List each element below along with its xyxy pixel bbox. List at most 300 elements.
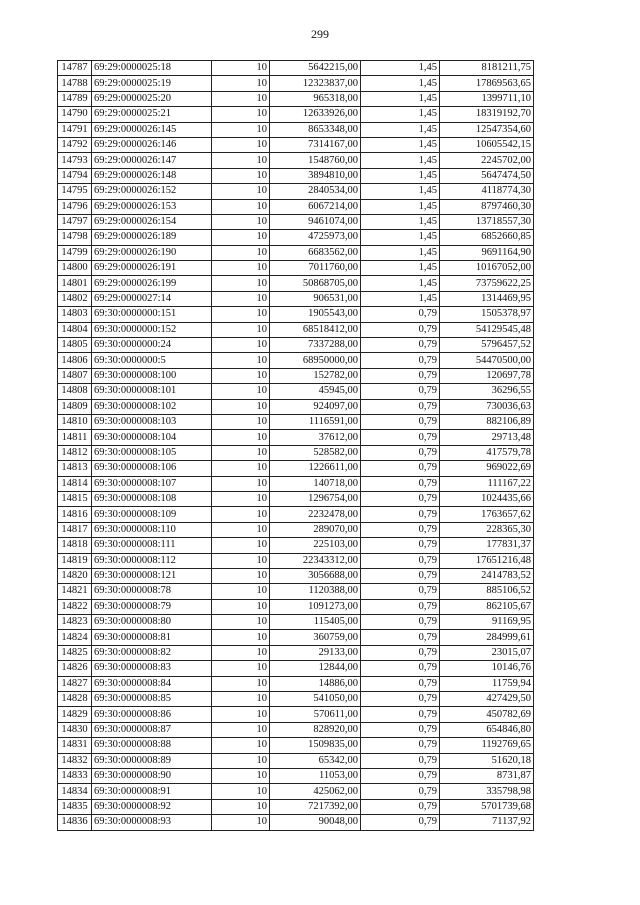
cadastral-number: 69:30:0000008:87: [92, 722, 212, 737]
amount-cell: 1296754,00: [270, 491, 361, 506]
cadastral-number: 69:29:0000026:190: [92, 245, 212, 260]
row-number: 14824: [58, 630, 92, 645]
row-number: 14807: [58, 368, 92, 383]
coefficient-cell: 0,79: [361, 476, 440, 491]
table-row: [58, 261, 534, 276]
row-number: 14820: [58, 568, 92, 583]
row-number: 14788: [58, 76, 92, 91]
amount-cell: 1120388,00: [270, 584, 361, 599]
cadastral-number: 69:30:0000008:105: [92, 445, 212, 460]
table-row: [58, 245, 534, 260]
percent-cell: 10: [212, 307, 270, 322]
value-cell: 969022,69: [440, 461, 534, 476]
table-row: [58, 184, 534, 199]
coefficient-cell: 0,79: [361, 738, 440, 753]
row-number: 14789: [58, 91, 92, 106]
registry-table: [57, 60, 534, 831]
percent-cell: 10: [212, 445, 270, 460]
table-row: [58, 76, 534, 91]
row-number: 14815: [58, 491, 92, 506]
value-cell: 1314469,95: [440, 291, 534, 306]
cadastral-number: 69:30:0000008:90: [92, 768, 212, 783]
table-row: [58, 399, 534, 414]
amount-cell: 12323837,00: [270, 76, 361, 91]
table-row: [58, 414, 534, 429]
coefficient-cell: 0,79: [361, 507, 440, 522]
percent-cell: 10: [212, 722, 270, 737]
percent-cell: 10: [212, 261, 270, 276]
cadastral-number: 69:29:0000025:18: [92, 61, 212, 76]
value-cell: 71137,92: [440, 815, 534, 830]
row-number: 14817: [58, 522, 92, 537]
row-number: 14798: [58, 230, 92, 245]
value-cell: 8797460,30: [440, 199, 534, 214]
value-cell: 862105,67: [440, 599, 534, 614]
value-cell: 17869563,65: [440, 76, 534, 91]
percent-cell: 10: [212, 753, 270, 768]
percent-cell: 10: [212, 368, 270, 383]
coefficient-cell: 0,79: [361, 692, 440, 707]
table-row: [58, 461, 534, 476]
row-number: 14829: [58, 707, 92, 722]
cadastral-number: 69:29:0000025:19: [92, 76, 212, 91]
value-cell: 11759,94: [440, 676, 534, 691]
amount-cell: 1226611,00: [270, 461, 361, 476]
value-cell: 5701739,68: [440, 799, 534, 814]
value-cell: 450782,69: [440, 707, 534, 722]
coefficient-cell: 0,79: [361, 445, 440, 460]
table-row: [58, 322, 534, 337]
percent-cell: 10: [212, 214, 270, 229]
row-number: 14812: [58, 445, 92, 460]
percent-cell: 10: [212, 353, 270, 368]
table-row: [58, 61, 534, 76]
table-row: [58, 676, 534, 691]
percent-cell: 10: [212, 291, 270, 306]
table-row: [58, 522, 534, 537]
row-number: 14830: [58, 722, 92, 737]
value-cell: 335798,98: [440, 784, 534, 799]
row-number: 14832: [58, 753, 92, 768]
row-number: 14797: [58, 214, 92, 229]
row-number: 14814: [58, 476, 92, 491]
coefficient-cell: 1,45: [361, 76, 440, 91]
cadastral-number: 69:30:0000008:102: [92, 399, 212, 414]
table-row: [58, 476, 534, 491]
row-number: 14827: [58, 676, 92, 691]
table-row: [58, 661, 534, 676]
coefficient-cell: 1,45: [361, 199, 440, 214]
coefficient-cell: 0,79: [361, 322, 440, 337]
table-row: [58, 122, 534, 137]
row-number: 14834: [58, 784, 92, 799]
row-number: 14800: [58, 261, 92, 276]
percent-cell: 10: [212, 584, 270, 599]
amount-cell: 5642215,00: [270, 61, 361, 76]
percent-cell: 10: [212, 399, 270, 414]
coefficient-cell: 1,45: [361, 168, 440, 183]
row-number: 14791: [58, 122, 92, 137]
table-row: [58, 568, 534, 583]
amount-cell: 965318,00: [270, 91, 361, 106]
coefficient-cell: 1,45: [361, 291, 440, 306]
cadastral-number: 69:30:0000008:85: [92, 692, 212, 707]
value-cell: 120697,78: [440, 368, 534, 383]
row-number: 14828: [58, 692, 92, 707]
coefficient-cell: 0,79: [361, 307, 440, 322]
coefficient-cell: 0,79: [361, 815, 440, 830]
cadastral-number: 69:30:0000008:112: [92, 553, 212, 568]
percent-cell: 10: [212, 645, 270, 660]
table-row: [58, 384, 534, 399]
amount-cell: 225103,00: [270, 538, 361, 553]
amount-cell: 45945,00: [270, 384, 361, 399]
table-row: [58, 615, 534, 630]
value-cell: 882106,89: [440, 414, 534, 429]
table-row: [58, 599, 534, 614]
cadastral-number: 69:30:0000008:93: [92, 815, 212, 830]
cadastral-number: 69:29:0000026:154: [92, 214, 212, 229]
row-number: 14826: [58, 661, 92, 676]
cadastral-number: 69:30:0000008:101: [92, 384, 212, 399]
value-cell: 111167,22: [440, 476, 534, 491]
value-cell: 2245702,00: [440, 153, 534, 168]
amount-cell: 3056688,00: [270, 568, 361, 583]
amount-cell: 1905543,00: [270, 307, 361, 322]
amount-cell: 22343312,00: [270, 553, 361, 568]
amount-cell: 541050,00: [270, 692, 361, 707]
amount-cell: 140718,00: [270, 476, 361, 491]
percent-cell: 10: [212, 630, 270, 645]
value-cell: 54470500,00: [440, 353, 534, 368]
coefficient-cell: 1,45: [361, 245, 440, 260]
amount-cell: 12844,00: [270, 661, 361, 676]
coefficient-cell: 0,79: [361, 722, 440, 737]
table-row: [58, 645, 534, 660]
value-cell: 10146,76: [440, 661, 534, 676]
percent-cell: 10: [212, 122, 270, 137]
coefficient-cell: 0,79: [361, 599, 440, 614]
table-row: [58, 291, 534, 306]
cadastral-number: 69:30:0000008:89: [92, 753, 212, 768]
percent-cell: 10: [212, 414, 270, 429]
cadastral-number: 69:30:0000008:108: [92, 491, 212, 506]
percent-cell: 10: [212, 599, 270, 614]
row-number: 14833: [58, 768, 92, 783]
value-cell: 10167052,00: [440, 261, 534, 276]
page-number: 299: [311, 27, 329, 41]
cadastral-number: 69:30:0000000:151: [92, 307, 212, 322]
table-row: [58, 168, 534, 183]
value-cell: 73759622,25: [440, 276, 534, 291]
coefficient-cell: 0,79: [361, 799, 440, 814]
row-number: 14792: [58, 137, 92, 152]
table-row: [58, 137, 534, 152]
coefficient-cell: 0,79: [361, 768, 440, 783]
table-row: [58, 230, 534, 245]
value-cell: 18319192,70: [440, 107, 534, 122]
table-row: [58, 307, 534, 322]
percent-cell: 10: [212, 692, 270, 707]
percent-cell: 10: [212, 522, 270, 537]
percent-cell: 10: [212, 568, 270, 583]
amount-cell: 6683562,00: [270, 245, 361, 260]
row-number: 14813: [58, 461, 92, 476]
coefficient-cell: 1,45: [361, 107, 440, 122]
coefficient-cell: 1,45: [361, 230, 440, 245]
percent-cell: 10: [212, 384, 270, 399]
percent-cell: 10: [212, 322, 270, 337]
row-number: 14836: [58, 815, 92, 830]
amount-cell: 8653348,00: [270, 122, 361, 137]
row-number: 14787: [58, 61, 92, 76]
amount-cell: 115405,00: [270, 615, 361, 630]
value-cell: 1763657,62: [440, 507, 534, 522]
cadastral-number: 69:30:0000008:81: [92, 630, 212, 645]
table-row: [58, 368, 534, 383]
table-row: [58, 91, 534, 106]
table-row: [58, 692, 534, 707]
cadastral-number: 69:30:0000008:109: [92, 507, 212, 522]
cadastral-number: 69:29:0000025:20: [92, 91, 212, 106]
amount-cell: 570611,00: [270, 707, 361, 722]
percent-cell: 10: [212, 61, 270, 76]
cadastral-number: 69:30:0000008:84: [92, 676, 212, 691]
amount-cell: 7217392,00: [270, 799, 361, 814]
percent-cell: 10: [212, 615, 270, 630]
table-row: [58, 214, 534, 229]
table-row: [58, 507, 534, 522]
coefficient-cell: 1,45: [361, 91, 440, 106]
row-number: 14835: [58, 799, 92, 814]
amount-cell: 6067214,00: [270, 199, 361, 214]
percent-cell: 10: [212, 507, 270, 522]
percent-cell: 10: [212, 707, 270, 722]
coefficient-cell: 0,79: [361, 338, 440, 353]
cadastral-number: 69:30:0000008:78: [92, 584, 212, 599]
value-cell: 17651216,48: [440, 553, 534, 568]
coefficient-cell: 0,79: [361, 461, 440, 476]
value-cell: 5647474,50: [440, 168, 534, 183]
value-cell: 29713,48: [440, 430, 534, 445]
table-row: [58, 430, 534, 445]
row-number: 14799: [58, 245, 92, 260]
table-row: [58, 584, 534, 599]
percent-cell: 10: [212, 538, 270, 553]
value-cell: 54129545,48: [440, 322, 534, 337]
cadastral-number: 69:30:0000008:88: [92, 738, 212, 753]
value-cell: 36296,55: [440, 384, 534, 399]
percent-cell: 10: [212, 661, 270, 676]
amount-cell: 7314167,00: [270, 137, 361, 152]
table-row: [58, 553, 534, 568]
cadastral-number: 69:30:0000000:152: [92, 322, 212, 337]
row-number: 14804: [58, 322, 92, 337]
value-cell: 5796457,52: [440, 338, 534, 353]
value-cell: 8181211,75: [440, 61, 534, 76]
amount-cell: 360759,00: [270, 630, 361, 645]
row-number: 14805: [58, 338, 92, 353]
coefficient-cell: 0,79: [361, 661, 440, 676]
value-cell: 427429,50: [440, 692, 534, 707]
cadastral-number: 69:29:0000026:191: [92, 261, 212, 276]
cadastral-number: 69:30:0000008:83: [92, 661, 212, 676]
amount-cell: 90048,00: [270, 815, 361, 830]
amount-cell: 68518412,00: [270, 322, 361, 337]
value-cell: 4118774,30: [440, 184, 534, 199]
cadastral-number: 69:30:0000008:79: [92, 599, 212, 614]
table-row: [58, 153, 534, 168]
percent-cell: 10: [212, 168, 270, 183]
cadastral-number: 69:29:0000026:199: [92, 276, 212, 291]
coefficient-cell: 0,79: [361, 553, 440, 568]
percent-cell: 10: [212, 768, 270, 783]
value-cell: 2414783,52: [440, 568, 534, 583]
amount-cell: 1509835,00: [270, 738, 361, 753]
cadastral-number: 69:30:0000008:80: [92, 615, 212, 630]
row-number: 14793: [58, 153, 92, 168]
value-cell: 1024435,66: [440, 491, 534, 506]
amount-cell: 14886,00: [270, 676, 361, 691]
percent-cell: 10: [212, 184, 270, 199]
amount-cell: 152782,00: [270, 368, 361, 383]
row-number: 14802: [58, 291, 92, 306]
percent-cell: 10: [212, 338, 270, 353]
coefficient-cell: 0,79: [361, 784, 440, 799]
value-cell: 417579,78: [440, 445, 534, 460]
coefficient-cell: 1,45: [361, 122, 440, 137]
percent-cell: 10: [212, 137, 270, 152]
percent-cell: 10: [212, 153, 270, 168]
amount-cell: 425062,00: [270, 784, 361, 799]
percent-cell: 10: [212, 276, 270, 291]
amount-cell: 1116591,00: [270, 414, 361, 429]
cadastral-number: 69:30:0000008:82: [92, 645, 212, 660]
value-cell: 177831,37: [440, 538, 534, 553]
coefficient-cell: 0,79: [361, 368, 440, 383]
table-row: [58, 753, 534, 768]
cadastral-number: 69:30:0000008:110: [92, 522, 212, 537]
registry-table-body: [58, 61, 534, 831]
table-row: [58, 107, 534, 122]
cadastral-number: 69:29:0000026:148: [92, 168, 212, 183]
cadastral-number: 69:29:0000026:152: [92, 184, 212, 199]
row-number: 14822: [58, 599, 92, 614]
value-cell: 13718557,30: [440, 214, 534, 229]
cadastral-number: 69:30:0000008:103: [92, 414, 212, 429]
percent-cell: 10: [212, 676, 270, 691]
percent-cell: 10: [212, 430, 270, 445]
row-number: 14790: [58, 107, 92, 122]
cadastral-number: 69:30:0000008:111: [92, 538, 212, 553]
cadastral-number: 69:29:0000026:189: [92, 230, 212, 245]
value-cell: 9691164,90: [440, 245, 534, 260]
table-row: [58, 738, 534, 753]
row-number: 14796: [58, 199, 92, 214]
table-row: [58, 276, 534, 291]
row-number: 14825: [58, 645, 92, 660]
coefficient-cell: 0,79: [361, 384, 440, 399]
cadastral-number: 69:30:0000008:121: [92, 568, 212, 583]
coefficient-cell: 1,45: [361, 276, 440, 291]
table-row: [58, 799, 534, 814]
amount-cell: 9461074,00: [270, 214, 361, 229]
coefficient-cell: 0,79: [361, 568, 440, 583]
row-number: 14808: [58, 384, 92, 399]
percent-cell: 10: [212, 245, 270, 260]
coefficient-cell: 0,79: [361, 615, 440, 630]
coefficient-cell: 0,79: [361, 538, 440, 553]
cadastral-number: 69:30:0000008:104: [92, 430, 212, 445]
amount-cell: 7337288,00: [270, 338, 361, 353]
coefficient-cell: 0,79: [361, 430, 440, 445]
amount-cell: 1091273,00: [270, 599, 361, 614]
percent-cell: 10: [212, 491, 270, 506]
cadastral-number: 69:29:0000025:21: [92, 107, 212, 122]
row-number: 14806: [58, 353, 92, 368]
row-number: 14818: [58, 538, 92, 553]
value-cell: 6852660,85: [440, 230, 534, 245]
row-number: 14809: [58, 399, 92, 414]
cadastral-number: 69:30:0000008:100: [92, 368, 212, 383]
value-cell: 730036,63: [440, 399, 534, 414]
percent-cell: 10: [212, 553, 270, 568]
coefficient-cell: 0,79: [361, 676, 440, 691]
coefficient-cell: 0,79: [361, 399, 440, 414]
row-number: 14794: [58, 168, 92, 183]
cadastral-number: 69:29:0000026:147: [92, 153, 212, 168]
coefficient-cell: 0,79: [361, 522, 440, 537]
coefficient-cell: 1,45: [361, 137, 440, 152]
percent-cell: 10: [212, 476, 270, 491]
cadastral-number: 69:30:0000008:86: [92, 707, 212, 722]
coefficient-cell: 0,79: [361, 630, 440, 645]
table-row: [58, 353, 534, 368]
row-number: 14819: [58, 553, 92, 568]
percent-cell: 10: [212, 91, 270, 106]
table-row: [58, 815, 534, 830]
row-number: 14811: [58, 430, 92, 445]
amount-cell: 11053,00: [270, 768, 361, 783]
row-number: 14821: [58, 584, 92, 599]
table-row: [58, 338, 534, 353]
coefficient-cell: 1,45: [361, 261, 440, 276]
coefficient-cell: 1,45: [361, 214, 440, 229]
table-row: [58, 707, 534, 722]
amount-cell: 37612,00: [270, 430, 361, 445]
value-cell: 8731,87: [440, 768, 534, 783]
row-number: 14810: [58, 414, 92, 429]
table-row: [58, 630, 534, 645]
amount-cell: 29133,00: [270, 645, 361, 660]
percent-cell: 10: [212, 784, 270, 799]
value-cell: 1399711,10: [440, 91, 534, 106]
amount-cell: 50868705,00: [270, 276, 361, 291]
table-row: [58, 768, 534, 783]
cadastral-number: 69:30:0000008:92: [92, 799, 212, 814]
value-cell: 1192769,65: [440, 738, 534, 753]
cadastral-number: 69:30:0000008:106: [92, 461, 212, 476]
amount-cell: 289070,00: [270, 522, 361, 537]
table-row: [58, 199, 534, 214]
percent-cell: 10: [212, 76, 270, 91]
coefficient-cell: 0,79: [361, 645, 440, 660]
amount-cell: 65342,00: [270, 753, 361, 768]
percent-cell: 10: [212, 199, 270, 214]
amount-cell: 924097,00: [270, 399, 361, 414]
row-number: 14801: [58, 276, 92, 291]
row-number: 14795: [58, 184, 92, 199]
